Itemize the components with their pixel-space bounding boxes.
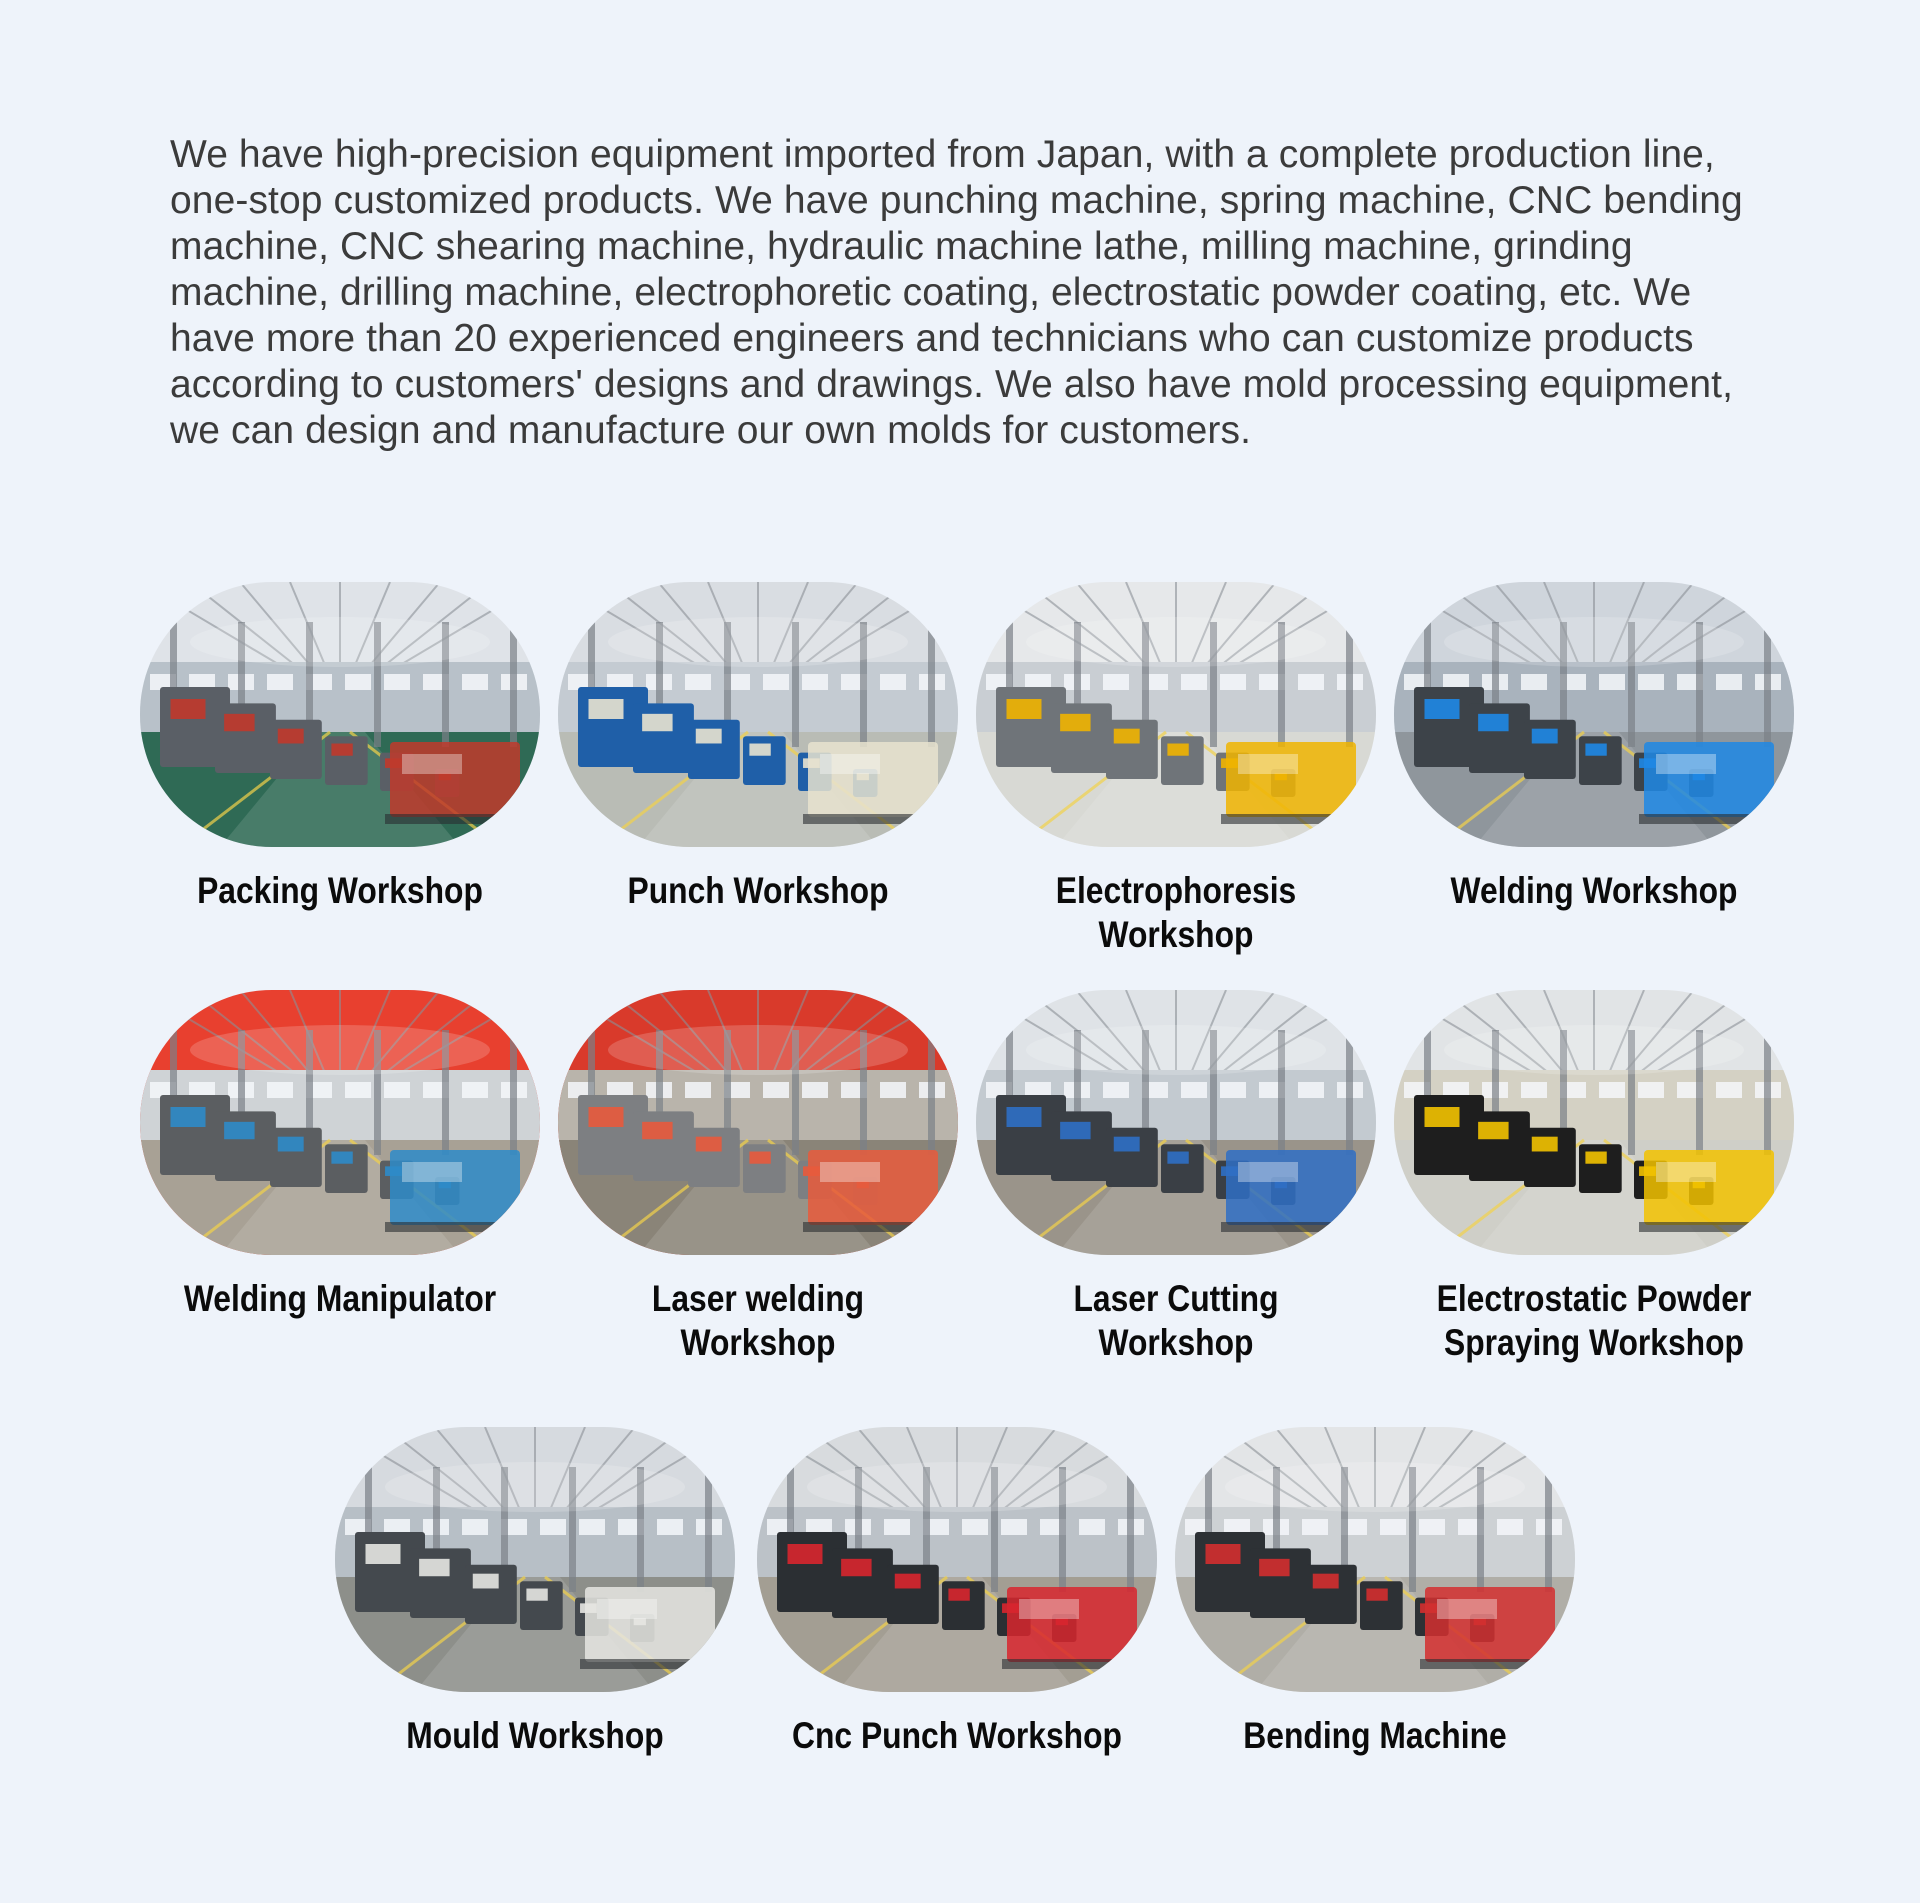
workshop-caption-line: Workshop bbox=[1098, 914, 1254, 955]
workshop-caption bbox=[586, 1277, 930, 1365]
workshop-card bbox=[1394, 582, 1794, 913]
workshop-card bbox=[1394, 990, 1794, 1365]
workshop-caption-line: Welding Workshop bbox=[1450, 870, 1738, 911]
workshop-caption-line: Packing Workshop bbox=[197, 870, 483, 911]
laser-cutting-workshop-photo bbox=[976, 990, 1376, 1255]
workshop-card bbox=[140, 582, 540, 913]
workshop-caption-line: Laser Cutting bbox=[1073, 1278, 1279, 1319]
workshop-caption bbox=[168, 869, 512, 913]
workshop-caption bbox=[586, 869, 930, 913]
workshop-caption bbox=[1004, 869, 1348, 957]
workshop-caption bbox=[168, 1277, 512, 1321]
workshop-card bbox=[1175, 1427, 1575, 1758]
cnc-punch-workshop-photo bbox=[757, 1427, 1157, 1692]
workshop-caption-line: Mould Workshop bbox=[406, 1715, 664, 1756]
electrophoresis-workshop-photo bbox=[976, 582, 1376, 847]
workshop-card bbox=[558, 582, 958, 913]
workshop-caption-line: Electrostatic Powder bbox=[1436, 1278, 1752, 1319]
workshop-caption bbox=[1422, 869, 1766, 913]
workshop-caption bbox=[1422, 1277, 1766, 1365]
workshop-caption-line: Cnc Punch Workshop bbox=[791, 1715, 1122, 1756]
workshop-card bbox=[335, 1427, 735, 1758]
workshop-card bbox=[558, 990, 958, 1365]
mould-workshop-photo bbox=[335, 1427, 735, 1692]
laser-welding-workshop-photo bbox=[558, 990, 958, 1255]
electrostatic-powder-spraying-photo bbox=[1394, 990, 1794, 1255]
punch-workshop-photo bbox=[558, 582, 958, 847]
packing-workshop-photo bbox=[140, 582, 540, 847]
workshop-caption bbox=[785, 1714, 1129, 1758]
intro-paragraph: We have high-precision equipment imported from Japan, with a complete production line, one-stop customized products. We have punching machine, spring machine, CNC bending machine, CNC shearing machine, hydraulic machine lathe, milling machine, grinding machine, drilling machine, electrophoretic coating, electrostatic powder coating, etc. We have more than 20 experienced engineers and technicians who can customize products according to customers' designs and drawings. We also have mold processing equipment, we can design and manufacture our own molds for customers. bbox=[170, 133, 1743, 452]
welding-workshop-photo bbox=[1394, 582, 1794, 847]
workshop-caption-line: Welding Manipulator bbox=[183, 1278, 497, 1319]
workshop-caption-line: Laser welding bbox=[651, 1278, 865, 1319]
workshop-caption bbox=[363, 1714, 707, 1758]
workshop-card bbox=[976, 582, 1376, 957]
welding-manipulator-photo bbox=[140, 990, 540, 1255]
workshop-caption-line: Spraying Workshop bbox=[1444, 1322, 1744, 1363]
workshop-caption-line: Workshop bbox=[680, 1322, 836, 1363]
workshop-caption-line: Workshop bbox=[1098, 1322, 1254, 1363]
workshop-card bbox=[976, 990, 1376, 1365]
workshop-caption bbox=[1004, 1277, 1348, 1365]
workshop-caption bbox=[1203, 1714, 1547, 1758]
workshop-card bbox=[140, 990, 540, 1321]
bending-machine-photo bbox=[1175, 1427, 1575, 1692]
workshop-caption-line: Electrophoresis bbox=[1055, 870, 1297, 911]
workshop-card bbox=[757, 1427, 1157, 1758]
workshop-caption-line: Punch Workshop bbox=[627, 870, 889, 911]
workshop-caption-line: Bending Machine bbox=[1243, 1715, 1507, 1756]
